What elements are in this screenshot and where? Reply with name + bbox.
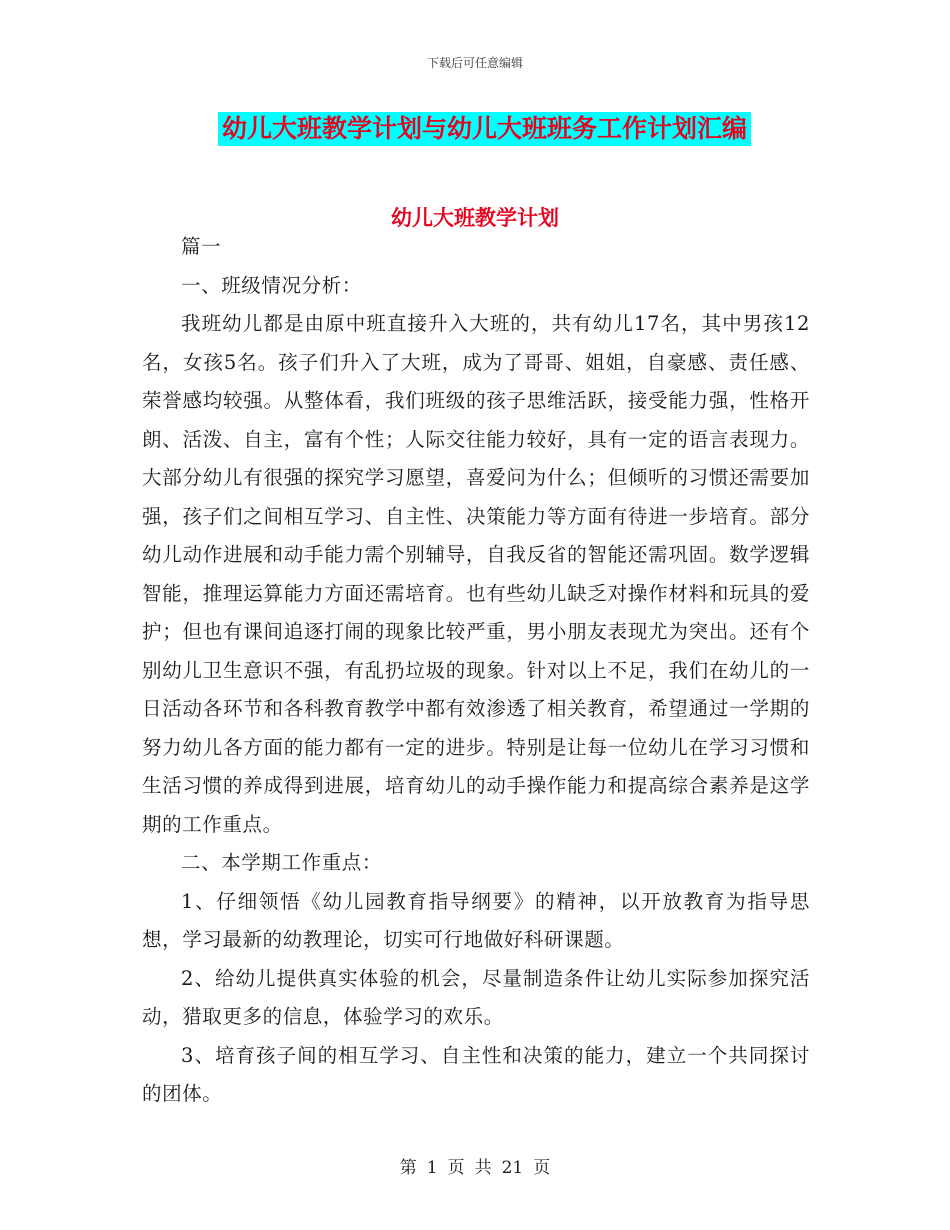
paragraph-item-1: 1、仔细领悟《幼儿园教育指导纲要》的精神，以开放教育为指导思想，学习最新的幼教理论，切实可行地做好科研课题。: [142, 889, 810, 951]
paragraph-heading-class-analysis: 一、班级情况分析：: [181, 273, 362, 297]
page-footer: [0, 1153, 950, 1178]
paragraph-item-3: 3、培育孩子间的相互学习、自主性和决策的能力，建立一个共同探讨的团体。: [142, 1043, 810, 1105]
paragraph-item-2: 2、给幼儿提供真实体验的机会，尽量制造条件让幼儿实际参加探究活动，猎取更多的信息，体验学习的欢乐。: [142, 966, 810, 1028]
footer-current-page: 1: [426, 1158, 438, 1178]
paragraph-heading-work-focus: 二、本学期工作重点：: [181, 851, 383, 874]
paragraph-chapter: 篇一: [181, 235, 222, 258]
body-text: [142, 228, 810, 1114]
footer-label-total: 共: [474, 1158, 492, 1178]
section-title: 幼儿大班教学计划: [391, 205, 559, 230]
main-title: 幼儿大班教学计划与幼儿大班班务工作计划汇编: [218, 112, 751, 146]
header-note: 下载后可任意编辑: [426, 56, 523, 70]
footer-label-unit-end: 页: [533, 1158, 551, 1178]
footer-total-pages: 21: [501, 1158, 524, 1178]
footer-label-page: 第: [399, 1158, 417, 1178]
paragraph-class-analysis: 我班幼儿都是由原中班直接升入大班的，共有幼儿17名，其中男孩12名，女孩5名。孩子们升入了大班，成为了哥哥、姐姐，自豪感、责任感、荣誉感均较强。从整体看，我们班级的孩子思维活跃，接受能力强，性格开朗、活泼、自主，富有个性；人际交往能力较好，具有一定的语言表现力。大部分幼儿有很强的探究学习愿望，喜爱问为什么；但倾听的习惯还需要加强，孩子们之间相互学习、自主性、决策能力等方面有待进一步培育。部分幼儿动作进展和动手能力需个别辅导，自我反省的智能还需巩固。数学逻辑智能，推理运算能力方面还需培育。也有些幼儿缺乏对操作材料和玩具的爱护；但也有课间追逐打闹的现象比较严重，男小朋友表现尤为突出。还有个别幼儿卫生意识不强，有乱扔垃圾的现象。针对以上不足，我们在幼儿的一日活动各环节和各科教育教学中都有效渗透了相关教育，希望通过一学期的努力幼儿各方面的能力都有一定的进步。特别是让每一位幼儿在学习习惯和生活习惯的养成得到进展，培育幼儿的动手操作能力和提高综合素养是这学期的工作重点。: [142, 312, 810, 836]
footer-label-unit: 页: [447, 1158, 465, 1178]
